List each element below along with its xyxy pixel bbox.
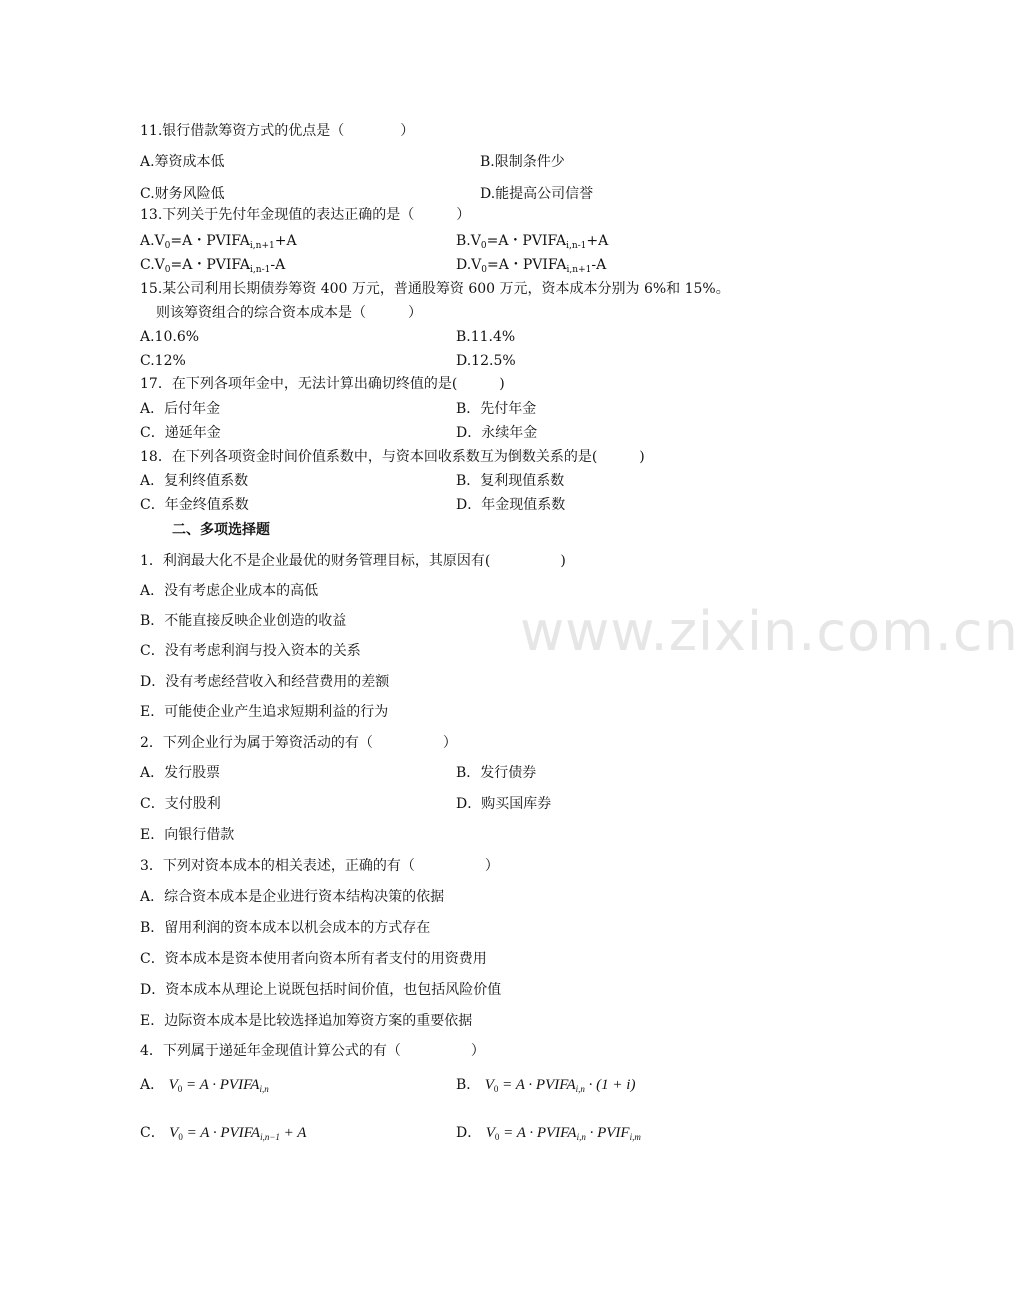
q15-stem-line1: 15.某公司利用长期债券筹资 400 万元，普通股筹资 600 万元，资本成本分别为 6%和 15%。: [140, 281, 730, 297]
m4-b-label: B．: [456, 1077, 481, 1093]
m4-c-sub: i,n−1: [260, 1132, 280, 1142]
m1-option-c: C．没有考虑利润与投入资本的关系: [140, 643, 361, 659]
m1-option-a: A．没有考虑企业成本的高低: [140, 583, 319, 599]
m4-d-eq: = A · PVIFA: [499, 1125, 577, 1141]
m4-c-lhs: V: [169, 1125, 179, 1141]
q15-option-b: B.11.4%: [456, 329, 516, 345]
m4-b-sub: i,n: [575, 1084, 585, 1094]
q18-option-d: D．年金现值系数: [456, 497, 566, 513]
q13-stem: 13.下列关于先付年金现值的表达正确的是（ ）: [140, 207, 471, 223]
m1-option-d: D．没有考虑经营收入和经营费用的差额: [140, 674, 390, 690]
m1-stem: 1．利润最大化不是企业最优的财务管理目标，其原因有( ): [140, 553, 566, 569]
m4-option-a: [140, 1074, 269, 1096]
q13-c-post: -A: [270, 257, 286, 273]
m4-a-s0: 0: [177, 1084, 183, 1094]
m4-option-d: [456, 1122, 641, 1144]
q13-d-sub: i,n+1: [566, 265, 592, 275]
m4-c-formula: [169, 1125, 306, 1141]
q13-c-mid: =A・PVIFA: [170, 257, 251, 273]
m4-a-sub: i,n: [259, 1084, 269, 1094]
m4-b-s0: 0: [493, 1084, 499, 1094]
m4-c-s0: 0: [178, 1132, 183, 1142]
q17-stem: 17．在下列各项年金中，无法计算出确切终值的是( ): [140, 376, 505, 392]
q13-b-pre: B.V: [456, 233, 481, 249]
section-heading-multiple-choice: 二、多项选择题: [172, 522, 270, 538]
q17-option-a: A．后付年金: [140, 401, 221, 417]
q13-a-sub: i,n+1: [249, 241, 275, 251]
q18-option-b: B．复利现值系数: [456, 473, 565, 489]
m4-d-sub: i,n: [576, 1132, 586, 1142]
q15-stem-line2: 则该筹资组合的综合资本成本是（ ）: [156, 305, 422, 321]
q13-b-sub: i,n-1: [566, 241, 587, 251]
q13-d-s0: 0: [481, 265, 488, 275]
m2-stem: 2．下列企业行为属于筹资活动的有（ ）: [140, 735, 457, 751]
q13-option-c: [140, 254, 285, 276]
m4-c-eq: = A · PVIFA: [182, 1125, 261, 1141]
q13-b-post: +A: [586, 233, 609, 249]
q13-c-sub: i,n-1: [250, 265, 271, 275]
m4-c-label: C．: [140, 1125, 165, 1141]
q11-option-b: B.限制条件少: [480, 154, 565, 170]
q13-d-post: -A: [591, 257, 607, 273]
m2-option-a: A．发行股票: [140, 765, 221, 781]
q17-option-c: C．递延年金: [140, 425, 221, 441]
q13-option-d: [456, 254, 606, 276]
q18-option-c: C．年金终值系数: [140, 497, 249, 513]
m4-b-formula: [485, 1077, 636, 1093]
m4-a-eq: = A · PVIFA: [182, 1077, 260, 1093]
q13-option-b: [456, 230, 608, 252]
m4-b-tail: · (1 + i): [584, 1077, 636, 1093]
m4-a-label: A．: [140, 1077, 165, 1093]
q13-b-s0: 0: [480, 241, 487, 251]
m1-option-e: E．可能使企业产生追求短期利益的行为: [140, 704, 389, 720]
m3-option-d: D．资本成本从理论上说既包括时间价值，也包括风险价值: [140, 982, 502, 998]
m4-d-formula: [486, 1125, 641, 1141]
m4-d-s0: 0: [494, 1132, 500, 1142]
watermark: www.zixin.com.cn: [520, 600, 1019, 663]
m3-stem: 3．下列对资本成本的相关表述，正确的有（ ）: [140, 858, 499, 874]
q13-d-mid: =A・PVIFA: [487, 257, 567, 273]
q13-a-mid: =A・PVIFA: [170, 233, 250, 249]
m1-option-b: B．不能直接反映企业创造的收益: [140, 613, 347, 629]
m4-stem: 4．下列属于递延年金现值计算公式的有（ ）: [140, 1043, 485, 1059]
q13-c-pre: C.V: [140, 257, 165, 273]
m4-option-c: [140, 1122, 306, 1144]
m2-option-b: B．发行债券: [456, 765, 537, 781]
q15-option-d: D.12.5%: [456, 353, 516, 369]
q18-option-a: A．复利终值系数: [140, 473, 249, 489]
m4-d-lhs: V: [485, 1125, 495, 1141]
q15-option-c: C.12%: [140, 353, 186, 369]
m4-b-eq: = A · PVIFA: [498, 1077, 576, 1093]
m3-option-c: C．资本成本是资本使用者向资本所有者支付的用资费用: [140, 951, 487, 967]
m2-option-d: D．购买国库券: [456, 796, 552, 812]
q13-option-a: [140, 230, 297, 252]
q13-b-mid: =A・PVIFA: [486, 233, 567, 249]
q17-option-b: B．先付年金: [456, 401, 537, 417]
m2-option-c: C．支付股利: [140, 796, 221, 812]
m4-option-b: [456, 1074, 635, 1096]
q13-d-pre: D.V: [456, 257, 482, 273]
m4-a-lhs: V: [168, 1077, 178, 1093]
m2-option-e: E．向银行借款: [140, 827, 235, 843]
q15-option-a: A.10.6%: [140, 329, 200, 345]
q11-option-a: A.筹资成本低: [140, 154, 225, 170]
m4-d-label: D．: [456, 1125, 482, 1141]
q13-c-s0: 0: [164, 265, 171, 275]
q11-option-c: C.财务风险低: [140, 186, 225, 202]
m3-option-e: E．边际资本成本是比较选择追加筹资方案的重要依据: [140, 1013, 473, 1029]
q17-option-d: D．永续年金: [456, 425, 538, 441]
q11-option-d: D.能提高公司信誉: [480, 186, 594, 202]
q13-a-post: +A: [274, 233, 297, 249]
m4-a-formula: [169, 1077, 269, 1093]
m4-b-lhs: V: [484, 1077, 494, 1093]
m4-d-sub2: i,m: [629, 1132, 641, 1142]
m4-d-tail: · PVIF: [585, 1125, 630, 1141]
m3-option-b: B．留用利润的资本成本以机会成本的方式存在: [140, 920, 431, 936]
q13-a-pre: A.V: [140, 233, 165, 249]
m3-option-a: A．综合资本成本是企业进行资本结构决策的依据: [140, 889, 445, 905]
q18-stem: 18．在下列各项资金时间价值系数中，与资本回收系数互为倒数关系的是( ): [140, 449, 645, 465]
q11-stem: 11.银行借款筹资方式的优点是（ ）: [140, 123, 415, 139]
q13-a-s0: 0: [164, 241, 171, 251]
m4-c-tail: + A: [279, 1125, 307, 1141]
